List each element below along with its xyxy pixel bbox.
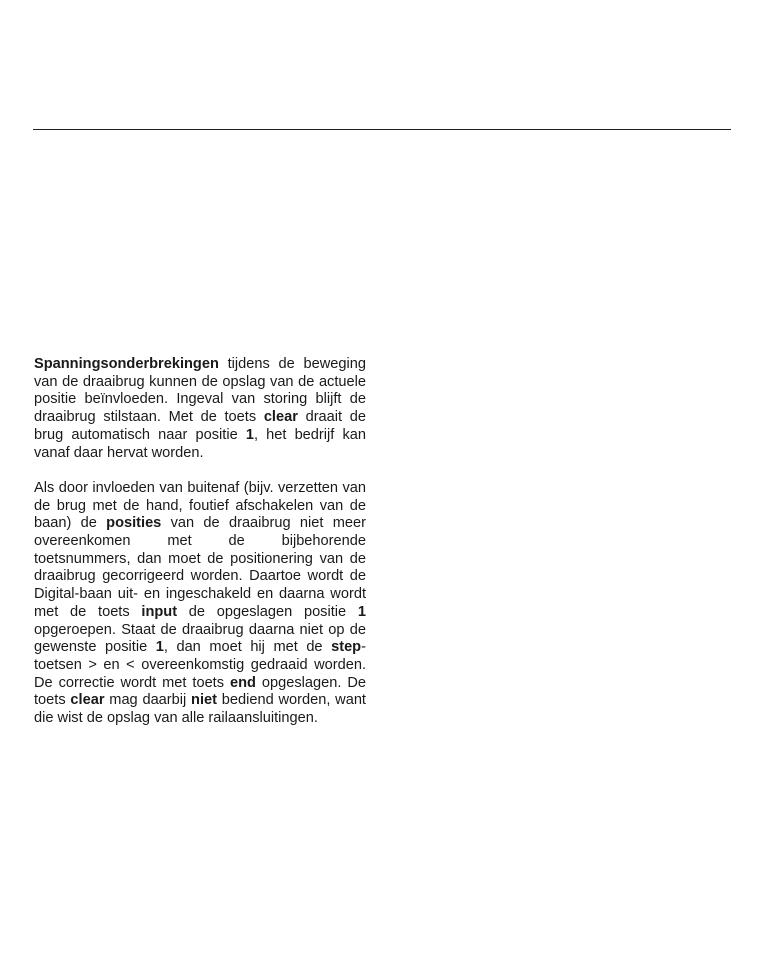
emphasis-not: niet — [191, 692, 217, 709]
text-run: opgeslagen. De toets — [34, 674, 366, 709]
header-rule — [33, 129, 731, 130]
text-column — [34, 356, 366, 728]
key-step: step — [331, 639, 362, 656]
text-run: van de draaibrug niet meer overeenkomen met de bijbehorende toetsnummers, dan moet de positionering van de draaibrug gecorrigeerd worden. Daartoe wordt de Digital-baan uit- en ingeschakeld en daarna wordt met de toets — [34, 515, 366, 620]
key-clear: clear — [70, 692, 105, 709]
term-positions: posities — [106, 515, 162, 532]
text-run: tijdens de beweging van de draaibrug kunnen de opslag van de actuele positie beïnvloeden. Ingeval van storing blijft de draaibrug stilstaan. Met de toets — [34, 356, 366, 426]
text-run: mag daarbij — [104, 692, 192, 709]
key-input: input — [141, 603, 178, 620]
position-number: 1 — [357, 603, 366, 620]
position-number: 1 — [155, 639, 164, 656]
text-run: opgeroepen. Staat de draaibrug daarna niet op de gewenste positie — [34, 621, 366, 656]
paragraph-position-correction — [34, 480, 366, 728]
paragraph-power-interruption — [34, 356, 366, 462]
text-run: bediend worden, want die wist de opslag van alle railaansluitingen. — [34, 692, 366, 727]
text-run: -toetsen > en < overeenkomstig gedraaid worden. De correctie wordt met toets — [34, 639, 366, 691]
text-run: , dan moet hij met de — [163, 639, 332, 656]
position-number: 1 — [245, 426, 254, 443]
text-run: , het bedrijf kan vanaf daar hervat worden. — [34, 426, 366, 461]
text-run: Als door invloeden van buitenaf (bijv. verzetten van de brug met de hand, foutief afschakelen van de baan) de — [34, 479, 366, 532]
text-run: draait de brug automatisch naar positie — [34, 409, 366, 443]
key-end: end — [229, 674, 256, 691]
term-power-interruptions: Spanningsonderbrekingen — [34, 356, 219, 372]
text-run: de opgeslagen positie — [177, 603, 358, 620]
key-clear: clear — [263, 409, 298, 426]
